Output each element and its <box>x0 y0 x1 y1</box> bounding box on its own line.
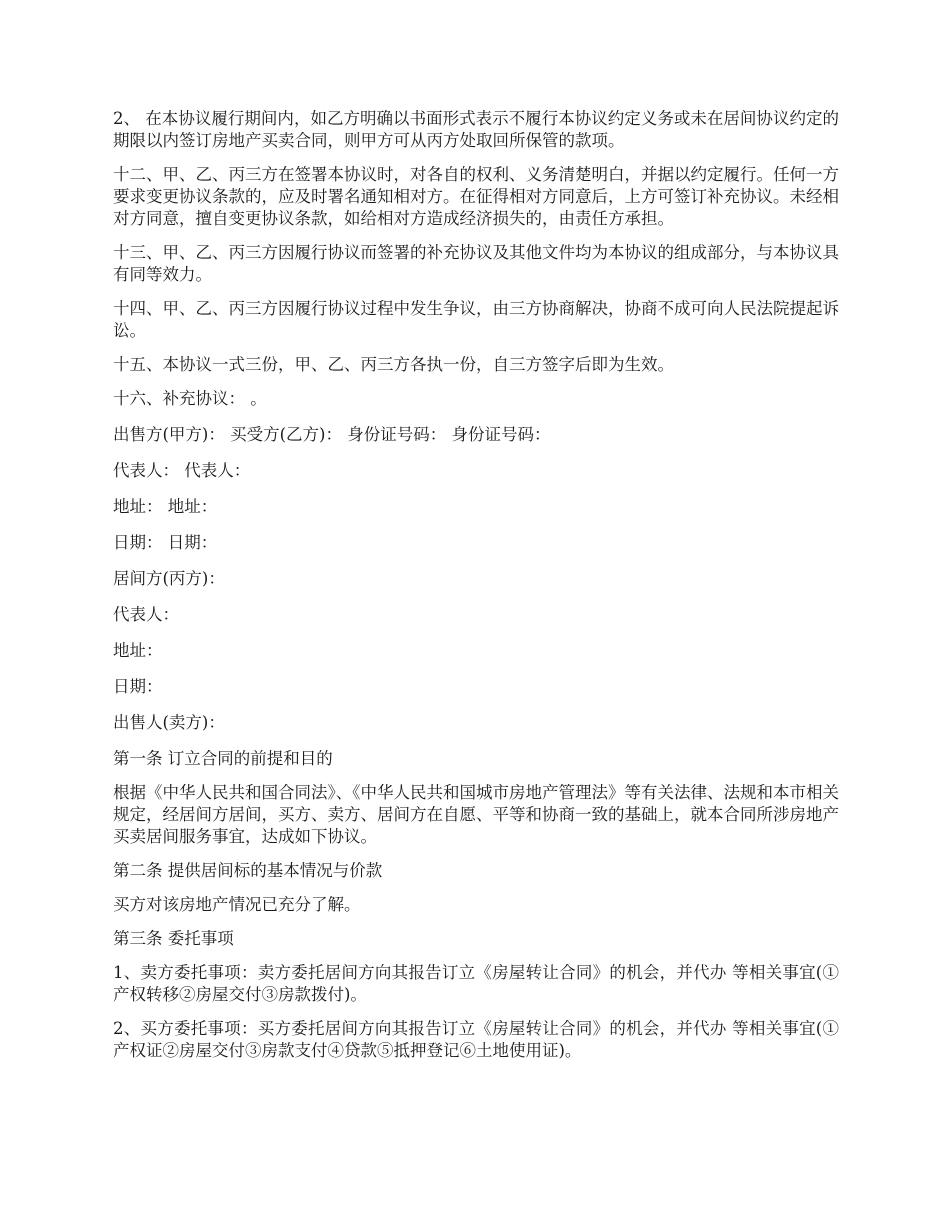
article-2-heading: 第二条 提供居间标的基本情况与价款 <box>113 861 383 880</box>
clause-paragraph-2-refund: 2、 在本协议履行期间内，如乙方明确以书面形式表示不履行本协议约定义务或未在居间协议约定的期限以内签订房地产买卖合同，则甲方可从丙方处取回所保管的款项。 <box>113 109 839 150</box>
article-3-heading: 第三条 委托事项 <box>113 929 234 948</box>
intermediary-party-label: 居间方(丙方)： <box>113 569 225 588</box>
seller-label: 出售人(卖方)： <box>113 713 225 732</box>
signature-address-line: 地址： 地址： <box>113 497 218 516</box>
signature-representative-line: 代表人： 代表人： <box>113 461 251 480</box>
clause-14-dispute: 十四、甲、乙、丙三方因履行协议过程中发生争议，由三方协商解决，协商不成可向人民法院提起诉讼。 <box>113 299 839 340</box>
article-1-heading: 第一条 订立合同的前提和目的 <box>113 749 333 768</box>
article-3-seller-delegation: 1、卖方委托事项：卖方委托居间方向其报告订立《房屋转让合同》的机会，并代办 等相关事宜(① 产权转移②房屋交付③房款拨付)。 <box>113 963 839 1004</box>
intermediary-date-line: 日期： <box>113 677 163 696</box>
intermediary-representative-line: 代表人： <box>113 605 179 624</box>
article-1-body: 根据《中华人民共和国合同法》、《中华人民共和国城市房地产管理法》等有关法律、法规和本市相关规定，经居间方居间，买方、卖方、居间方在自愿、平等和协商一致的基础上，就本合同所涉房地产买卖居间服务事宜，达成如下协议。 <box>113 783 839 846</box>
clause-15-copies: 十五、本协议一式三份，甲、乙、丙三方各执一份，自三方签字后即为生效。 <box>113 355 674 374</box>
article-2-body: 买方对该房地产情况已充分了解。 <box>113 895 361 914</box>
signature-parties-line: 出售方(甲方)： 买受方(乙方)： 身份证号码： 身份证号码： <box>113 425 551 444</box>
clause-13-supplementary-docs: 十三、甲、乙、丙三方因履行协议而签署的补充协议及其他文件均为本协议的组成部分，与本协议具有同等效力。 <box>113 243 839 284</box>
document-body <box>113 108 839 1074</box>
intermediary-address-line: 地址： <box>113 641 163 660</box>
clause-16-supplement: 十六、补充协议： 。 <box>113 389 267 408</box>
clause-12-amendment: 十二、甲、乙、丙三方在签署本协议时，对各自的权利、义务清楚明白，并据以约定履行。任何一方要求变更协议条款的，应及时署名通知相对方。在征得相对方同意后，上方可签订补充协议。未经相对方同意，擅自变更协议条款，如给相对方造成经济损失的，由责任方承担。 <box>113 165 839 228</box>
article-3-buyer-delegation: 2、买方委托事项：买方委托居间方向其报告订立《房屋转让合同》的机会，并代办 等相关事宜(① 产权证②房屋交付③房款支付④贷款⑤抵押登记⑥土地使用证)。 <box>113 1019 839 1060</box>
signature-date-line: 日期： 日期： <box>113 533 218 552</box>
